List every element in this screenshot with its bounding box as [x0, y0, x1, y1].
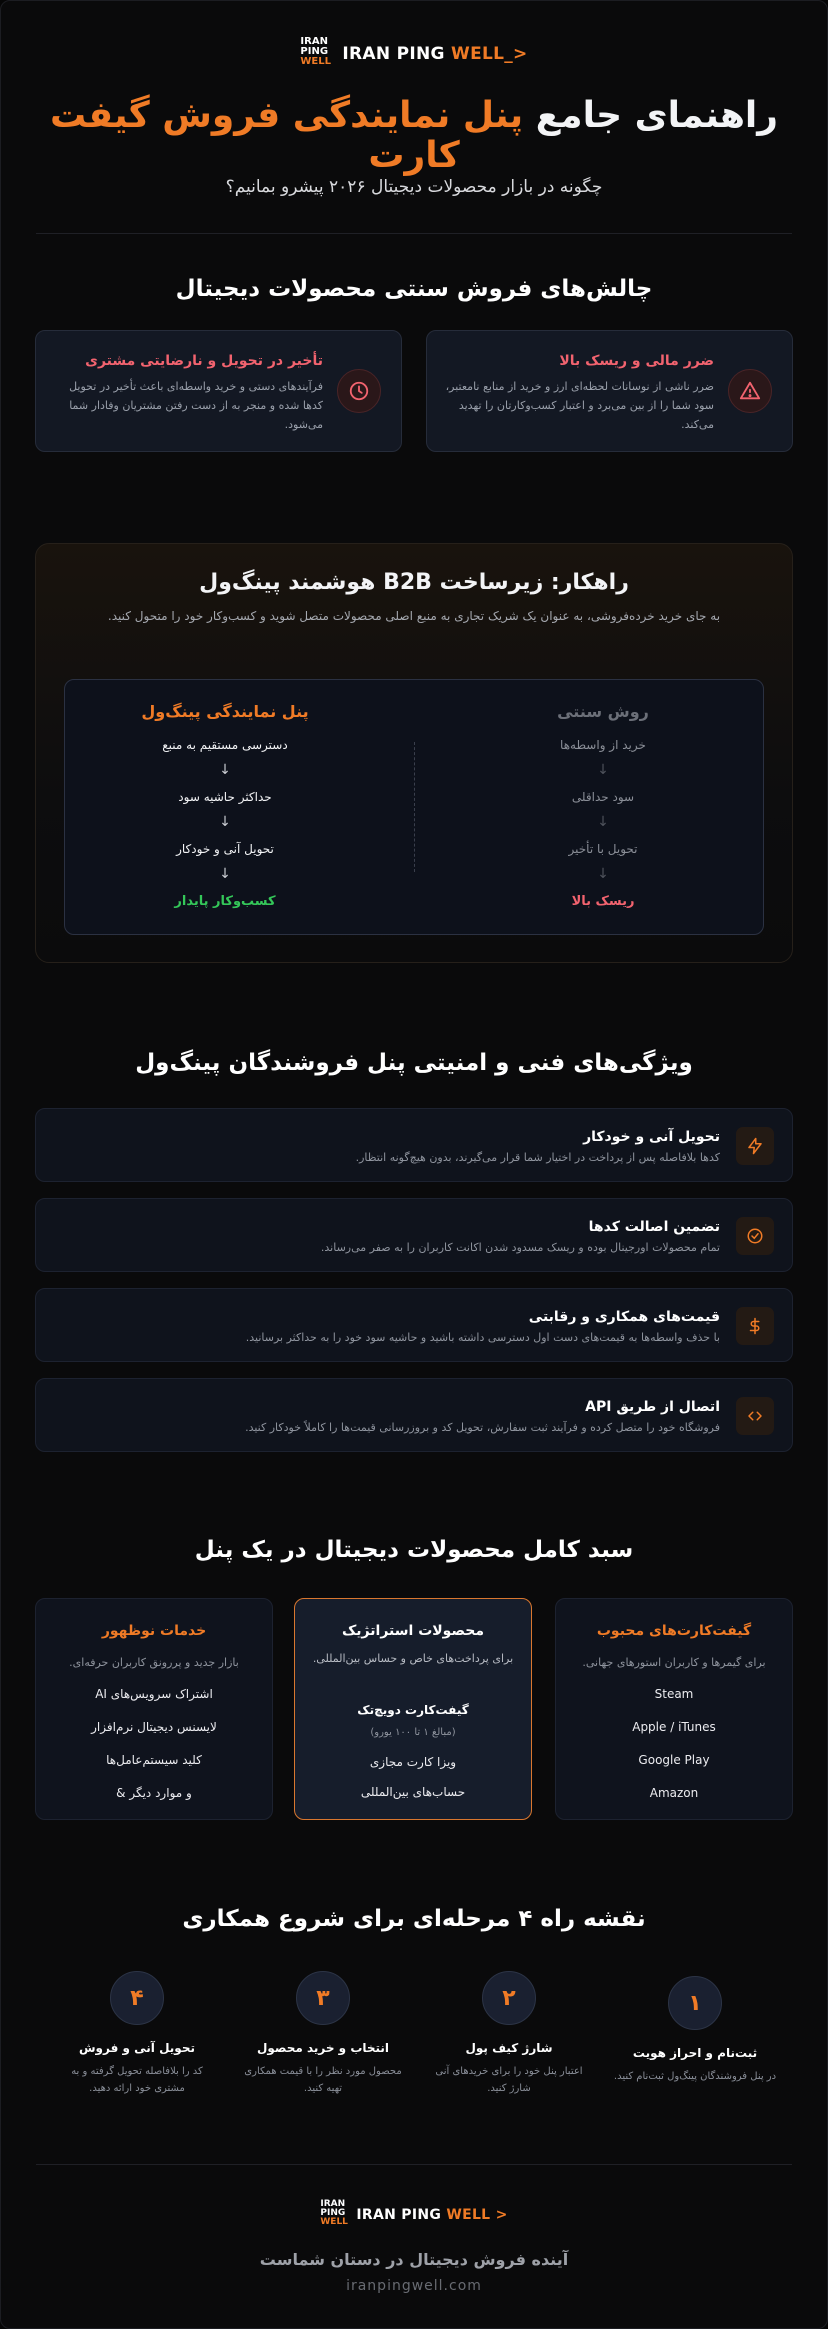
traditional-item: تحویل با تأخیر	[568, 842, 638, 856]
traditional-item: سود حداقلی	[571, 790, 635, 804]
brand-name: IRAN PING WELL_>	[342, 44, 528, 64]
product-column-strategic	[294, 1598, 532, 1820]
solution-desc: به جای خرید خرده‌فروشی، به عنوان یک شریک تجاری به منبع اصلی محصولات متصل شوید و کسب‌وکار خود را متحول کنید.	[107, 609, 721, 623]
feature-desc: فروشگاه خود را متصل کرده و فرآیند ثبت سفارش، تحویل کد و بروزرسانی قیمت‌ها را کاملاً خودکار کنید.	[245, 1421, 720, 1434]
footer-brand	[1, 2200, 827, 2230]
panel-head: پنل نمایندگی پینگ‌ول	[141, 702, 309, 721]
product-column-sub: بازار جدید و پررونق کاربران حرفه‌ای.	[69, 1656, 239, 1669]
page-title	[41, 96, 787, 176]
step-desc: اعتبار پنل خود را برای خریدهای آنی شارژ کنید.	[435, 2066, 583, 2094]
clock-icon	[337, 369, 381, 413]
check-badge-icon	[736, 1217, 774, 1255]
panel-result: کسب‌وکار پایدار	[174, 894, 276, 909]
feature-card-authentic	[35, 1198, 793, 1272]
product-column-title: محصولات استراتژیک	[341, 1623, 485, 1639]
product-item: لایسنس دیجیتال نرم‌افزار	[91, 1720, 217, 1734]
traditional-head: روش سنتی	[557, 702, 649, 721]
lightning-icon	[736, 1127, 774, 1165]
step-number: ۱	[668, 1976, 722, 2030]
logo-line: PING	[300, 46, 329, 57]
brand-logo	[300, 37, 334, 71]
challenge-card-financial	[426, 330, 793, 452]
dollar-icon	[736, 1307, 774, 1345]
challenge-title: ضرر مالی و ریسک بالا	[559, 353, 714, 369]
challenge-title: تأخیر در تحویل و نارضایتی مشتری	[85, 353, 323, 369]
down-arrow-icon: ↓	[597, 866, 609, 882]
roadmap-title: نقشه راه ۴ مرحله‌ای برای شروع همکاری	[182, 1906, 646, 1932]
product-item: و موارد دیگر &	[116, 1786, 192, 1800]
logo-line: IRAN	[300, 36, 328, 47]
feature-desc: تمام محصولات اورجینال بوده و ریسک مسدود شدن اکانت کاربران را به صفر می‌رساند.	[320, 1241, 720, 1254]
product-highlight-note: (مبالغ ۱ تا ۱۰۰ یورو)	[370, 1727, 456, 1738]
challenge-card-delay	[35, 330, 402, 452]
logo-line: WELL	[300, 56, 332, 67]
product-highlight: گیفت‌کارت دویچ‌تک	[357, 1703, 469, 1717]
feature-title: تضمین اصالت کدها	[588, 1219, 720, 1235]
challenges-title: چالش‌های فروش سنتی محصولات دیجیتال	[175, 276, 653, 302]
product-item: حساب‌های بین‌المللی	[360, 1785, 466, 1799]
panel-item: حداکثر حاشیه سود	[178, 790, 272, 804]
product-column-emerging	[35, 1598, 273, 1820]
product-item: Amazon	[649, 1786, 699, 1800]
down-arrow-icon: ↓	[597, 814, 609, 830]
panel-item: دسترسی مستقیم به منبع	[162, 738, 288, 752]
challenge-desc: ضرر ناشی از نوسانات لحظه‌ای ارز و خرید از منابع نامعتبر، سود شما را از بین می‌برد و اعتبار کسب‌وکارتان را تهدید می‌کند.	[445, 380, 714, 431]
product-item: اشتراک سرویس‌های AI	[95, 1687, 213, 1701]
product-column-title: گیفت‌کارت‌های محبوب	[596, 1623, 752, 1639]
title-orange: پنل نمایندگی فروش گیفت کارت	[50, 95, 524, 176]
step-desc: محصول مورد نظر را با قیمت همکاری تهیه کنید.	[244, 2066, 402, 2094]
footer-url[interactable]: iranpingwell.com	[346, 2278, 482, 2294]
roadmap-step-4	[47, 1971, 227, 2097]
product-column-sub: برای گیمرها و کاربران استورهای جهانی.	[582, 1656, 766, 1669]
product-item: ویزا کارت مجازی	[369, 1755, 457, 1769]
down-arrow-icon: ↓	[597, 762, 609, 778]
step-title: تحویل آنی و فروش	[79, 2041, 195, 2055]
features-title: ویژگی‌های فنی و امنیتی پنل فروشندگان پینگ‌ول	[135, 1050, 693, 1076]
roadmap-step-3	[233, 1971, 413, 2097]
step-title: ثبت‌نام و احراز هویت	[632, 2046, 758, 2060]
product-column-giftcards	[555, 1598, 793, 1820]
down-arrow-icon: ↓	[219, 814, 231, 830]
feature-desc: با حذف واسطه‌ها به قیمت‌های دست اول دسترسی داشته باشید و حاشیه سود خود را به حداکثر برسانید.	[245, 1331, 720, 1344]
comparison-box	[64, 679, 764, 935]
challenge-desc: فرآیندهای دستی و خرید واسطه‌ای باعث تأخیر در تحویل کدها شده و منجر به از دست رفتن مشتریان وفادار شما می‌شود.	[69, 380, 323, 431]
roadmap-step-1	[605, 1976, 785, 2085]
step-number: ۴	[110, 1971, 164, 2025]
footer-tagline: آینده فروش دیجیتال در دستان شماست	[259, 2250, 569, 2269]
divider	[36, 233, 792, 234]
feature-desc: کدها بلافاصله پس از پرداخت در اختیار شما قرار می‌گیرند، بدون هیچ‌گونه انتظار.	[355, 1151, 720, 1164]
feature-card-api	[35, 1378, 793, 1452]
step-desc: در پنل فروشندگان پینگ‌ول ثبت‌نام کنید.	[613, 2071, 777, 2082]
warning-icon	[728, 369, 772, 413]
comparison-separator	[414, 742, 415, 872]
product-item: کلید سیستم‌عامل‌ها	[106, 1753, 202, 1767]
product-column-sub: برای پرداخت‌های خاص و حساس بین‌المللی.	[312, 1652, 514, 1665]
down-arrow-icon: ↓	[219, 866, 231, 882]
panel-column	[65, 680, 385, 936]
down-arrow-icon: ↓	[219, 762, 231, 778]
panel-item: تحویل آنی و خودکار	[176, 842, 274, 856]
feature-title: اتصال از طریق API	[585, 1399, 720, 1415]
product-item: Steam	[654, 1687, 694, 1701]
logo-line: IRAN	[320, 2199, 346, 2209]
brand-name: IRAN PING WELL >	[356, 2207, 508, 2223]
traditional-result: ریسک بالا	[571, 894, 635, 909]
feature-card-instant	[35, 1108, 793, 1182]
solution-title: راهکار: زیرساخت B2B هوشمند پینگ‌ول	[199, 570, 629, 595]
feature-card-pricing	[35, 1288, 793, 1362]
products-title: سبد کامل محصولات دیجیتال در یک پنل	[194, 1537, 634, 1563]
traditional-item: خرید از واسطه‌ها	[560, 738, 646, 752]
step-title: شارژ کیف پول	[465, 2041, 553, 2055]
step-number: ۲	[482, 1971, 536, 2025]
product-item: Apple / iTunes	[632, 1720, 716, 1734]
feature-title: تحویل آنی و خودکار	[583, 1129, 720, 1145]
page-subtitle: چگونه در بازار محصولات دیجیتال ۲۰۲۶ پیشرو بمانیم؟	[225, 177, 603, 197]
solution-section	[35, 543, 793, 963]
roadmap-step-2	[419, 1971, 599, 2097]
step-number: ۳	[296, 1971, 350, 2025]
brand-logo	[320, 2200, 348, 2230]
step-desc: کد را بلافاصله تحویل گرفته و به مشتری خود ارائه دهید.	[71, 2066, 203, 2094]
title-white: راهنمای جامع	[535, 95, 778, 136]
logo-line: WELL	[320, 2217, 348, 2227]
header-brand	[1, 37, 827, 71]
product-column-title: خدمات نوظهور	[101, 1623, 207, 1639]
divider	[36, 2164, 792, 2165]
traditional-column	[443, 680, 763, 936]
code-icon	[736, 1397, 774, 1435]
product-item: Google Play	[638, 1753, 710, 1767]
logo-line: PING	[320, 2208, 346, 2218]
feature-title: قیمت‌های همکاری و رقابتی	[528, 1309, 720, 1325]
step-title: انتخاب و خرید محصول	[256, 2041, 390, 2055]
